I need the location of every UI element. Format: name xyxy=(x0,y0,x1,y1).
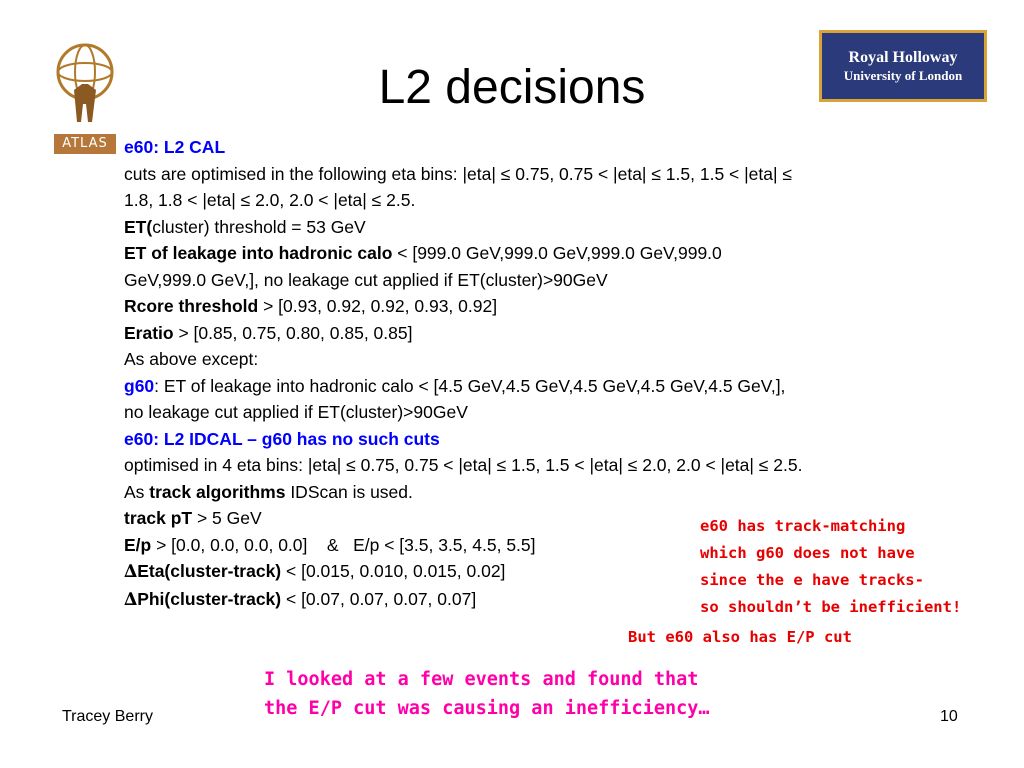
rcore-line xyxy=(124,293,1014,320)
eratio-line xyxy=(124,320,1014,347)
g60-line-cont: no leakage cut applied if ET(cluster)>90GeV xyxy=(124,402,468,422)
ep-cut-note: But e60 also has E/P cut xyxy=(628,628,852,646)
eratio-label: Eratio xyxy=(124,322,174,343)
footer-author: Tracey Berry xyxy=(62,708,153,725)
g60-label: g60 xyxy=(124,375,155,396)
eta-bins-text-cont: 1.8, 1.8 < |eta| ≤ 2.0, 2.0 < |eta| ≤ 2.5. xyxy=(124,190,416,210)
slide-title: L2 decisions xyxy=(378,61,646,114)
rcore-value: > [0.93, 0.92, 0.92, 0.93, 0.92] xyxy=(258,296,498,316)
eta-bins-text: cuts are optimised in the following eta bins: |eta| ≤ 0.75, 0.75 < |eta| ≤ 1.5, 1.5 < |eta| ≤ xyxy=(124,163,793,184)
track-matching-note: e60 has track-matching which g60 does not have since the e have tracks- so shouldn’t be inefficient! xyxy=(700,517,962,616)
section-heading-l2-idcal: e60: L2 IDCAL – g60 has no such cuts xyxy=(124,428,440,449)
rcore-label: Rcore threshold xyxy=(124,296,259,316)
page-number: 10 xyxy=(940,708,958,725)
leakage-line-cont: GeV,999.0 GeV,], no leakage cut applied if ET(cluster)>90GeV xyxy=(124,269,608,290)
delta-eta-label: Eta(cluster-track) xyxy=(137,561,282,581)
track-algorithms-label: track algorithms xyxy=(149,481,286,502)
section-heading-l2-cal: e60: L2 CAL xyxy=(124,137,226,157)
et-value: cluster) threshold = 53 GeV xyxy=(152,216,366,237)
delta-phi-value: < [0.07, 0.07, 0.07, 0.07] xyxy=(281,588,477,609)
inefficiency-note: I looked at a few events and found that the E/P cut was causing an inefficiency… xyxy=(264,669,710,719)
delta-eta-symbol: ∆ xyxy=(124,562,138,582)
track-pt-label: track pT xyxy=(124,508,193,528)
idcal-eta-bins-text: optimised in 4 eta bins: |eta| ≤ 0.75, 0.75 < |eta| ≤ 1.5, 1.5 < |eta| ≤ 2.0, 2.0 < |eta| ≤ 2.5. xyxy=(124,455,803,475)
et-label: ET( xyxy=(124,216,153,237)
leakage-label: ET of leakage into hadronic calo xyxy=(124,243,393,263)
track-algorithms-pre: As xyxy=(124,481,150,502)
eratio-value: > [0.85, 0.75, 0.80, 0.85, 0.85] xyxy=(173,322,413,343)
royal-holloway-logo-line1: Royal Holloway xyxy=(848,49,958,66)
g60-line xyxy=(124,373,1014,400)
royal-holloway-logo-line2: University of London xyxy=(843,68,963,83)
g60-value: : ET of leakage into hadronic calo < [4.5 GeV,4.5 GeV,4.5 GeV,4.5 GeV,4.5 GeV,], xyxy=(154,375,786,396)
delta-phi-symbol: ∆ xyxy=(124,589,138,610)
ep-label: E/p xyxy=(124,534,152,555)
ep-value: > [0.0, 0.0, 0.0, 0.0] & E/p < [3.5, 3.5, 4.5, 5.5] xyxy=(151,534,536,555)
leakage-value: < [999.0 GeV,999.0 GeV,999.0 GeV,999.0 xyxy=(392,243,722,263)
track-algorithms-line xyxy=(124,479,1014,506)
delta-eta-value: < [0.015, 0.010, 0.015, 0.02] xyxy=(281,561,506,581)
et-threshold-line xyxy=(124,214,1014,241)
as-above-text: As above except: xyxy=(124,349,259,369)
track-algorithms-value: IDScan is used. xyxy=(285,481,413,502)
track-pt-value: > 5 GeV xyxy=(192,508,262,528)
delta-phi-label: Phi(cluster-track) xyxy=(137,588,282,609)
leakage-line xyxy=(124,240,1014,267)
atlas-logo-text: ATLAS xyxy=(62,136,108,151)
